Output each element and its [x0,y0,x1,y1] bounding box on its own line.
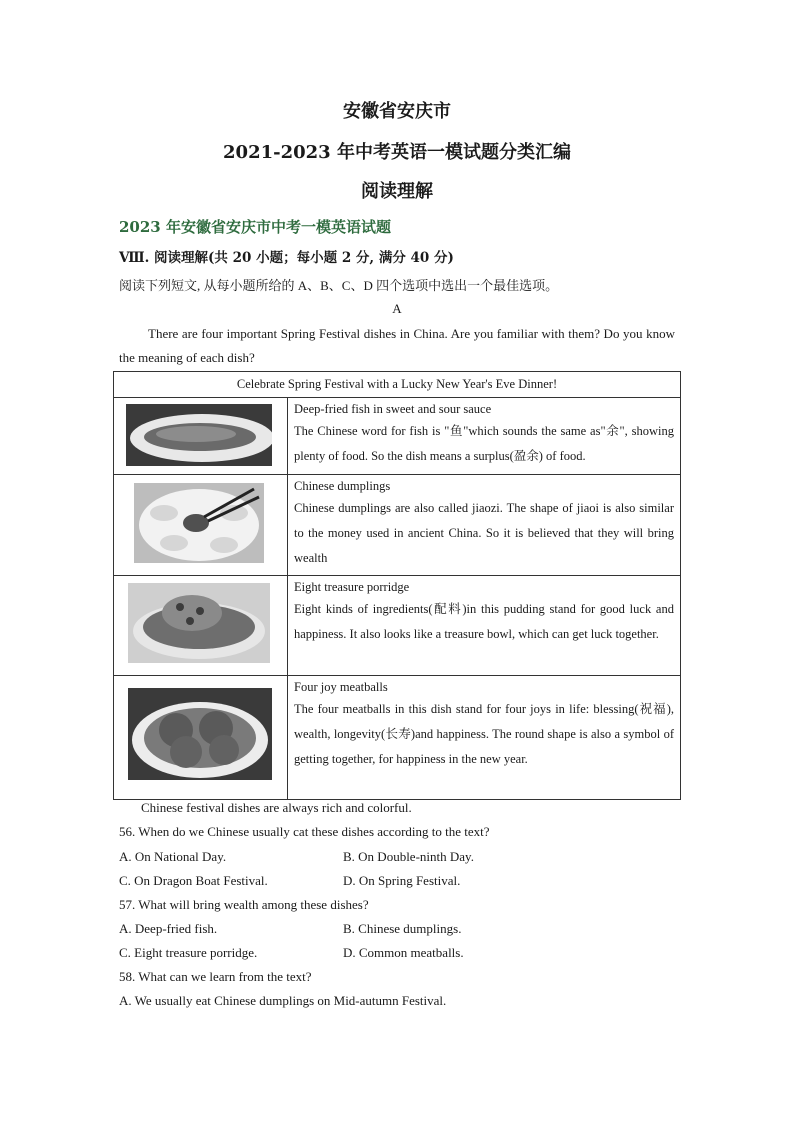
question-57: 57. What will bring wealth among these dishes? [119,897,369,912]
dish-cell [288,676,681,800]
closing-text: Chinese festival dishes are always rich and colorful. [141,800,412,815]
option-56-c: C. On Dragon Boat Festival. [119,873,268,888]
dishes-table [113,371,681,800]
option-57-c: C. Eight treasure porridge. [119,945,258,960]
instruction-text: 阅读下列短文, 从每小题所给的 A、B、C、D 四个选项中选出一个最佳选项。 [119,278,559,293]
dish-cell [288,576,681,676]
part-heading: Ⅷ. 阅读理解(共 20 小题；每小题 2 分, 满分 40 分) [119,250,454,266]
dish-cell [288,398,681,475]
passage-intro: There are four important Spring Festival dishes in China. Are you familiar with them? Do you know the meaning of each dish? [119,326,675,365]
option-58-a: A. We usually eat Chinese dumplings on Mid-autumn Festival. [119,993,447,1008]
meatballs-photo [114,676,288,800]
table-row [114,475,681,576]
dumplings-photo [114,475,288,576]
dish-description: Eight kinds of ingredients(配料)in this pudding stand for good luck and happiness. It also looks like a treasure bowl, which can get luck together. [294,602,674,641]
document-title-province: 安徽省安庆市 [343,101,451,122]
table-row [114,398,681,475]
table-row [114,676,681,800]
fried-fish-photo [114,398,288,475]
document-title-topic: 阅读理解 [361,181,433,202]
dish-name: Deep-fried fish in sweet and sour sauce [294,402,492,416]
dish-name: Eight treasure porridge [294,580,410,594]
option-56-a: A. On National Day. [119,849,227,864]
table-row [114,576,681,676]
option-56-b: B. On Double-ninth Day. [343,849,474,864]
section-title: 2023 年安徽省安庆市中考一模英语试题 [119,218,391,236]
dish-description: The Chinese word for fish is "鱼"which sounds the same as"余", showing plenty of food. So the dish means a surplus(盈余) of food. [294,424,674,463]
table-header: Celebrate Spring Festival with a Lucky New Year's Eve Dinner! [114,372,681,398]
question-56: 56. When do we Chinese usually cat these dishes according to the text? [119,824,490,839]
question-58: 58. What can we learn from the text? [119,969,312,984]
dish-description: Chinese dumplings are also called jiaozi. The shape of jiaoi is also similar to the money used in ancient China. So it is believed that they will bring wealth [294,501,674,565]
dish-description: The four meatballs in this dish stand for four joys in life: blessing(祝福), wealth, longevity(长寿)and happiness. The round shape is also a symbol of getting together, for happiness in the new year. [294,702,674,766]
option-56-d: D. On Spring Festival. [343,873,461,888]
dish-name: Four joy meatballs [294,680,388,694]
document-title-main: 2021-2023 年中考英语一模试题分类汇编 [223,142,571,163]
option-57-a: A. Deep-fried fish. [119,921,218,936]
option-57-b: B. Chinese dumplings. [343,921,462,936]
option-57-d: D. Common meatballs. [343,945,464,960]
passage-label: A [392,301,402,316]
porridge-photo [114,576,288,676]
dish-name: Chinese dumplings [294,479,391,493]
dish-cell [288,475,681,576]
